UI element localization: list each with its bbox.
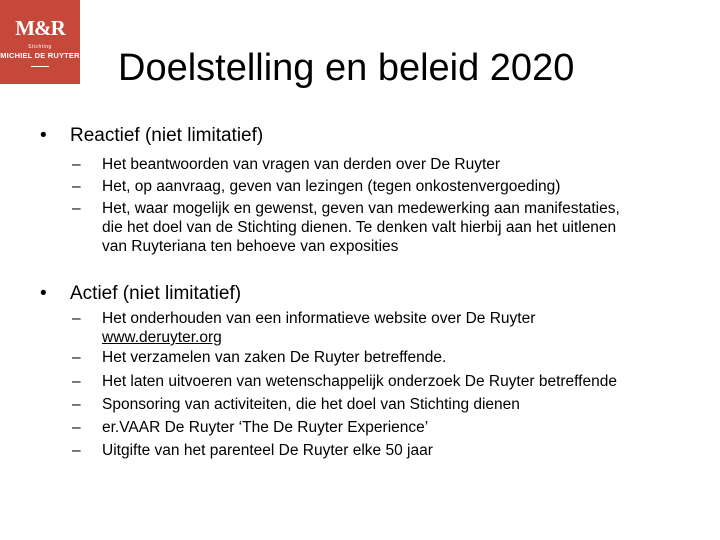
dash-icon: – (72, 310, 81, 327)
dash-icon: – (72, 200, 81, 217)
dash-icon: – (72, 178, 81, 195)
section-heading: Reactief (niet limitatief) (70, 125, 264, 146)
stichting-logo (0, 0, 80, 84)
bullet-icon: • (40, 125, 47, 146)
website-link[interactable]: www.deruyter.org (102, 329, 222, 346)
list-item-text: Het, op aanvraag, geven van lezingen (tegen onkostenvergoeding) (102, 178, 561, 195)
dash-icon: – (72, 349, 81, 366)
list-item-text: van Ruyteriana ten behoeve van exposities (102, 238, 399, 255)
logo-divider (31, 66, 49, 67)
list-item-text: Het verzamelen van zaken De Ruyter betreffende. (102, 349, 447, 366)
list-item-text: Uitgifte van het parenteel De Ruyter elke 50 jaar (102, 442, 433, 459)
dash-icon: – (72, 156, 81, 173)
list-item-text: Sponsoring van activiteiten, die het doel van Stichting dienen (102, 396, 520, 413)
list-item-text: Het laten uitvoeren van wetenschappelijk onderzoek De Ruyter betreffende (102, 373, 617, 390)
list-item-text: die het doel van de Stichting dienen. Te denken valt hierbij aan het uitlenen (102, 219, 617, 236)
bullet-icon: • (40, 283, 47, 304)
logo-subtitle: Stichting (28, 44, 52, 50)
list-item-text: Het, waar mogelijk en gewenst, geven van medewerking aan manifestaties, (102, 200, 620, 217)
logo-name: MICHIEL DE RUYTER (0, 51, 80, 60)
list-item-text: Het beantwoorden van vragen van derden over De Ruyter (102, 156, 501, 173)
dash-icon: – (72, 419, 81, 436)
section-heading: Actief (niet limitatief) (70, 283, 242, 304)
dash-icon: – (72, 396, 81, 413)
logo-monogram: M&R (15, 16, 65, 40)
list-item-text: er.VAAR De Ruyter ‘The De Ruyter Experience’ (102, 419, 429, 436)
list-item-text: Het onderhouden van een informatieve website over De Ruyter (102, 310, 536, 327)
slide-title: Doelstelling en beleid 2020 (118, 47, 575, 89)
dash-icon: – (72, 373, 81, 390)
dash-icon: – (72, 442, 81, 459)
